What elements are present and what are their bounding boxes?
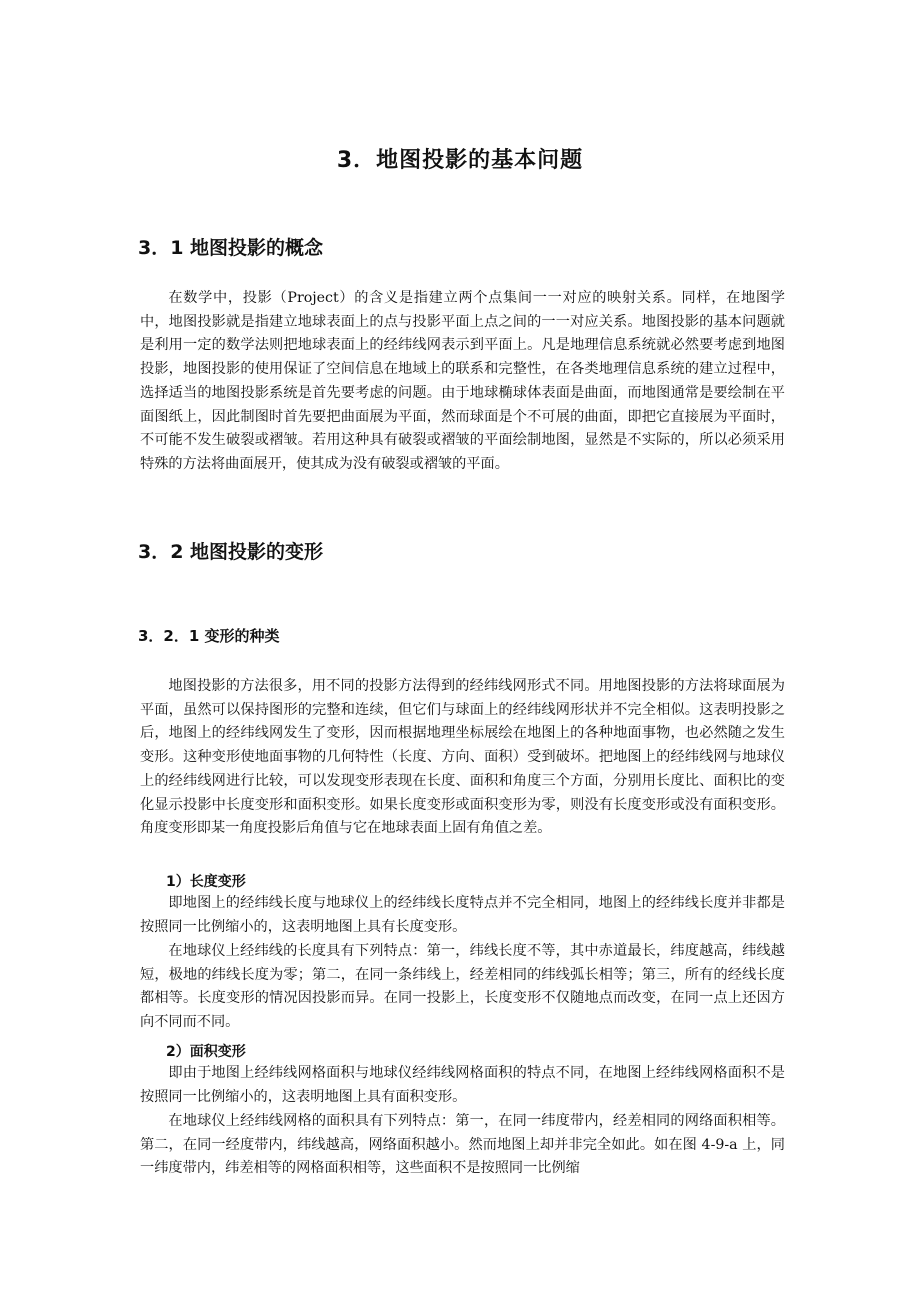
- document-title: 3．地图投影的基本问题: [336, 148, 584, 173]
- subsection-intro-paragraph: 地图投影的方法很多，用不同的投影方法得到的经纬线网形式不同。用地图投影的方法将球面展为平面，虽然可以保持图形的完整和连续，但它们与球面上的经纬线网形状并不完全相似。这表明投影之后，地图上的经纬线网发生了变形，因而根据地理坐标展绘在地图上的各种地面事物，也必然随之发生变形。这种变形使地面事物的几何特性（长度、方向、面积）受到破坏。把地图上的经纬线网与地球仪上的经纬线网进行比较，可以发现变形表现在长度、面积和角度三个方面，分别用长度比、面积比的变化显示投影中长度变形和面积变形。如果长度变形或面积变形为零，则没有长度变形或没有面积变形。角度变形即某一角度投影后角值与它在地球表面上固有角值之差。: [140, 678, 785, 837]
- section-heading-3-2: 3．2 地图投影的变形: [138, 541, 324, 563]
- section-3-1-paragraph: 在数学中，投影（Project）的含义是指建立两个点集间一一对应的映射关系。同样，在地图学中，地图投影就是指建立地球表面上的点与投影平面上点之间的一一对应关系。地图投影的基本问题就是利用一定的数学法则把地球表面上的经纬线网表示到平面上。凡是地理信息系统就必然要考虑到地图投影，地图投影的使用保证了空间信息在地域上的联系和完整性，在各类地理信息系统的建立过程中，选择适当的地图投影系统是首先要考虑的问题。由于地球椭球体表面是曲面，而地图通常是要绘制在平面图纸上，因此制图时首先要把曲面展为平面，然而球面是个不可展的曲面，即把它直接展为平面时，不可能不发生破裂或褶皱。若用这种具有破裂或褶皱的平面绘制地图，显然是不实际的，所以必须采用特殊的方法将曲面展开，使其成为没有破裂或褶皱的平面。: [140, 290, 785, 472]
- area-deformation-paragraph-1: 即由于地图上经纬线网格面积与地球仪经纬线网格面积的特点不同，在地图上经纬线网格面积不是按照同一比例缩小的，这表明地图上具有面积变形。: [140, 1065, 785, 1105]
- length-deformation-label: 1）长度变形: [166, 874, 246, 890]
- subsection-heading-3-2-1: 3．2．1 变形的种类: [138, 627, 280, 645]
- length-deformation-paragraph-2: 在地球仪上经纬线的长度具有下列特点：第一，纬线长度不等，其中赤道最长，纬度越高，纬线越短，极地的纬线长度为零；第二，在同一条纬线上，经差相同的纬线弧长相等；第三，所有的经线长度都相等。长度变形的情况因投影而异。在同一投影上，长度变形不仅随地点而改变，在同一点上还因方向不同而不同。: [140, 943, 785, 1031]
- section-heading-3-1: 3．1 地图投影的概念: [138, 237, 324, 259]
- area-deformation-label: 2）面积变形: [166, 1044, 246, 1060]
- area-deformation-paragraph-2: 在地球仪上经纬线网格的面积具有下列特点：第一，在同一纬度带内，经差相同的网络面积相等。第二，在同一经度带内，纬线越高，网络面积越小。然而地图上却并非完全如此。如在图 4-9-a 上，同一纬度带内，纬差相等的网格面积相等，这些面积不是按照同一比例缩: [140, 1113, 785, 1177]
- length-deformation-paragraph-1: 即地图上的经纬线长度与地球仪上的经纬线长度特点并不完全相同，地图上的经纬线长度并非都是按照同一比例缩小的，这表明地图上具有长度变形。: [140, 895, 785, 935]
